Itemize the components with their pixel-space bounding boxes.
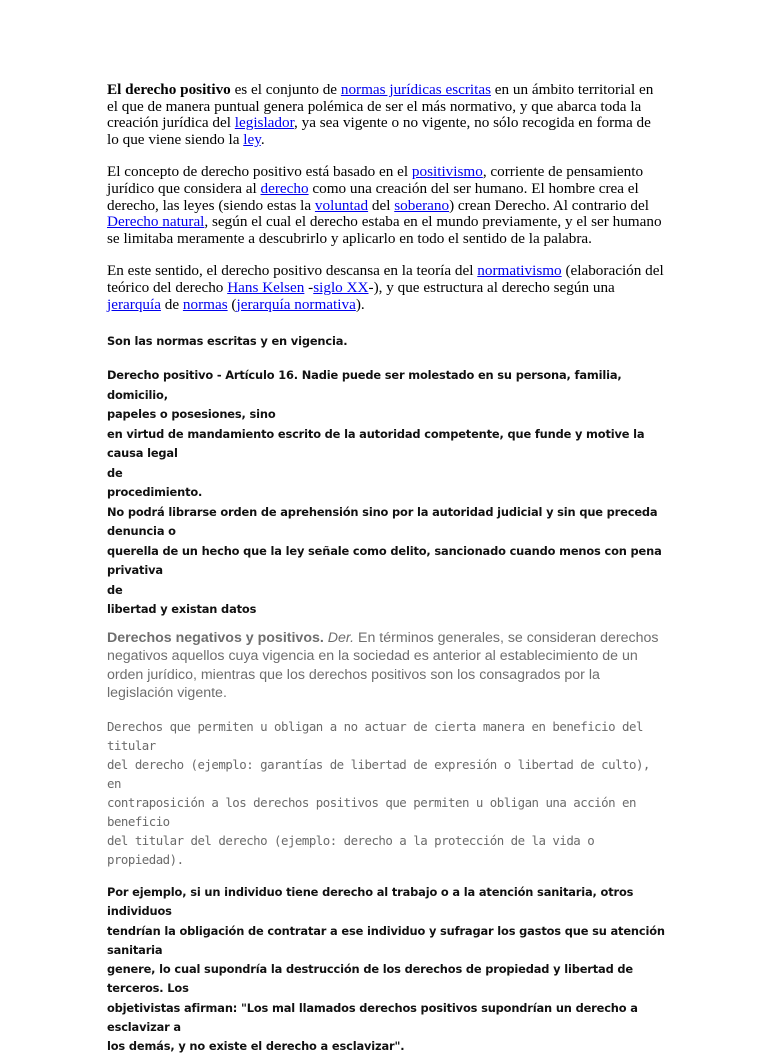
- summary-line: Son las normas escritas y en vigencia.: [107, 334, 348, 349]
- link-ley[interactable]: ley: [243, 130, 261, 148]
- link-derecho-natural[interactable]: Derecho natural: [107, 213, 205, 231]
- text-span: como una creación del ser humano. El hombre crea el derecho, las leyes (siendo estas la: [107, 179, 639, 214]
- text-span: (elaboración del teórico del derecho: [107, 262, 664, 296]
- term-derecho-positivo: El derecho positivo: [107, 81, 231, 98]
- negative-positive-rights-paragraph: [107, 629, 665, 703]
- example-line: Por ejemplo, si un individuo tiene derecho al trabajo o a la atención sanitaria, otros individuos: [107, 885, 634, 919]
- rights-explanation-block: [107, 717, 665, 869]
- text-span: .: [260, 130, 265, 148]
- document-page: [107, 82, 665, 1057]
- link-normas-juridicas-escritas[interactable]: normas jurídicas escritas: [340, 81, 491, 98]
- article-line: de: [107, 465, 123, 480]
- text-span: , corriente de pensamiento jurídico que considera al: [107, 163, 644, 197]
- link-derecho[interactable]: derecho: [260, 179, 309, 197]
- text-span: (: [227, 295, 237, 313]
- theory-paragraph: [107, 263, 665, 313]
- text-span: El concepto de derecho positivo está basado en el: [107, 163, 412, 181]
- text-span: ).: [355, 295, 365, 313]
- explanation-line: contraposición a los derechos positivos que permiten u obligan una acción en beneficio: [107, 795, 636, 829]
- text-span: , según el cual el derecho estaba en el mundo previamente, y el ser humano se limitaba meramente a descubrirlo y aplicarlo en todo el sentido de la palabra.: [107, 213, 662, 247]
- link-siglo-xx[interactable]: siglo XX: [313, 278, 369, 296]
- link-positivismo[interactable]: positivismo: [411, 163, 483, 181]
- text-span: es el conjunto de: [230, 81, 341, 98]
- explanation-line: Derechos que permiten u obligan a no actuar de cierta manera en beneficio del titular: [107, 719, 643, 753]
- article-line: procedimiento.: [107, 485, 203, 500]
- intro-section: [107, 82, 665, 313]
- text-span: -), y que estructura al derecho según una: [368, 278, 615, 296]
- article-line: de: [107, 582, 123, 597]
- article-line: querella de un hecho que la ley señale como delito, sancionado cuando menos con pena privativa: [107, 543, 662, 578]
- example-line: genere, lo cual supondría la destrucción de los derechos de propiedad y libertad de terceros. Los: [107, 962, 633, 996]
- text-span: En términos generales, se consideran derechos negativos aquellos cuya vigencia en la sociedad es anterior al establecimiento de un orden jurídico, mientras que los derechos positivos son los consagrados por la legislación vigente.: [107, 629, 659, 702]
- article-line: en virtud de mandamiento escrito de la autoridad competente, que funde y motive la causa legal: [107, 426, 645, 461]
- article-line: No podrá librarse orden de aprehensión sino por la autoridad judicial y sin que preceda denuncia o: [107, 504, 658, 539]
- link-legislador[interactable]: legislador: [234, 114, 295, 132]
- concept-paragraph: [107, 164, 665, 247]
- definition-paragraph: [107, 82, 665, 148]
- link-jerarquia-normativa[interactable]: jerarquía normativa: [236, 295, 356, 313]
- text-span: de: [160, 295, 183, 313]
- text-span: ) crean Derecho. Al contrario del: [449, 196, 649, 214]
- abbreviation: Der.: [327, 629, 355, 646]
- example-line: objetivistas afirman: "Los mal llamados derechos positivos supondrían un derecho a esclavizar a: [107, 1000, 638, 1035]
- article-16-block: [107, 366, 665, 620]
- explanation-line: del derecho (ejemplo: garantías de libertad de expresión o libertad de culto), en: [107, 757, 650, 791]
- link-hans-kelsen[interactable]: Hans Kelsen: [227, 278, 305, 296]
- text-span: -: [304, 278, 314, 296]
- link-jerarquia[interactable]: jerarquía: [107, 295, 161, 313]
- example-line: tendrían la obligación de contratar a ese individuo y sufragar los gastos que su atención sanitaria: [107, 923, 665, 957]
- article-line: libertad y existan datos: [107, 602, 257, 617]
- explanation-line: del titular del derecho (ejemplo: derecho a la protección de la vida o propiedad).: [107, 833, 595, 867]
- link-normativismo[interactable]: normativismo: [477, 262, 562, 280]
- text-span: , ya sea vigente o no vigente, no sólo recogida en forma de lo que viene siendo la: [107, 114, 651, 148]
- text-span: del: [368, 196, 395, 214]
- link-voluntad[interactable]: voluntad: [314, 196, 369, 214]
- link-normas[interactable]: normas: [182, 295, 228, 313]
- example-line: los demás, y no existe el derecho a esclavizar".: [107, 1039, 405, 1054]
- text-span: En este sentido, el derecho positivo descansa en la teoría del: [107, 262, 478, 280]
- section-heading: Derechos negativos y positivos.: [107, 629, 324, 646]
- article-line: Derecho positivo - Artículo 16. Nadie puede ser molestado en su persona, familia, domicilio,: [107, 368, 622, 402]
- example-paragraph: [107, 883, 665, 1057]
- article-line: papeles o posesiones, sino: [107, 407, 276, 422]
- text-span: en un ámbito territorial en el que de manera puntual genera polémica de ser el más normativo, y que abarca toda la creación jurídica del: [107, 81, 654, 132]
- link-soberano[interactable]: soberano: [394, 196, 450, 214]
